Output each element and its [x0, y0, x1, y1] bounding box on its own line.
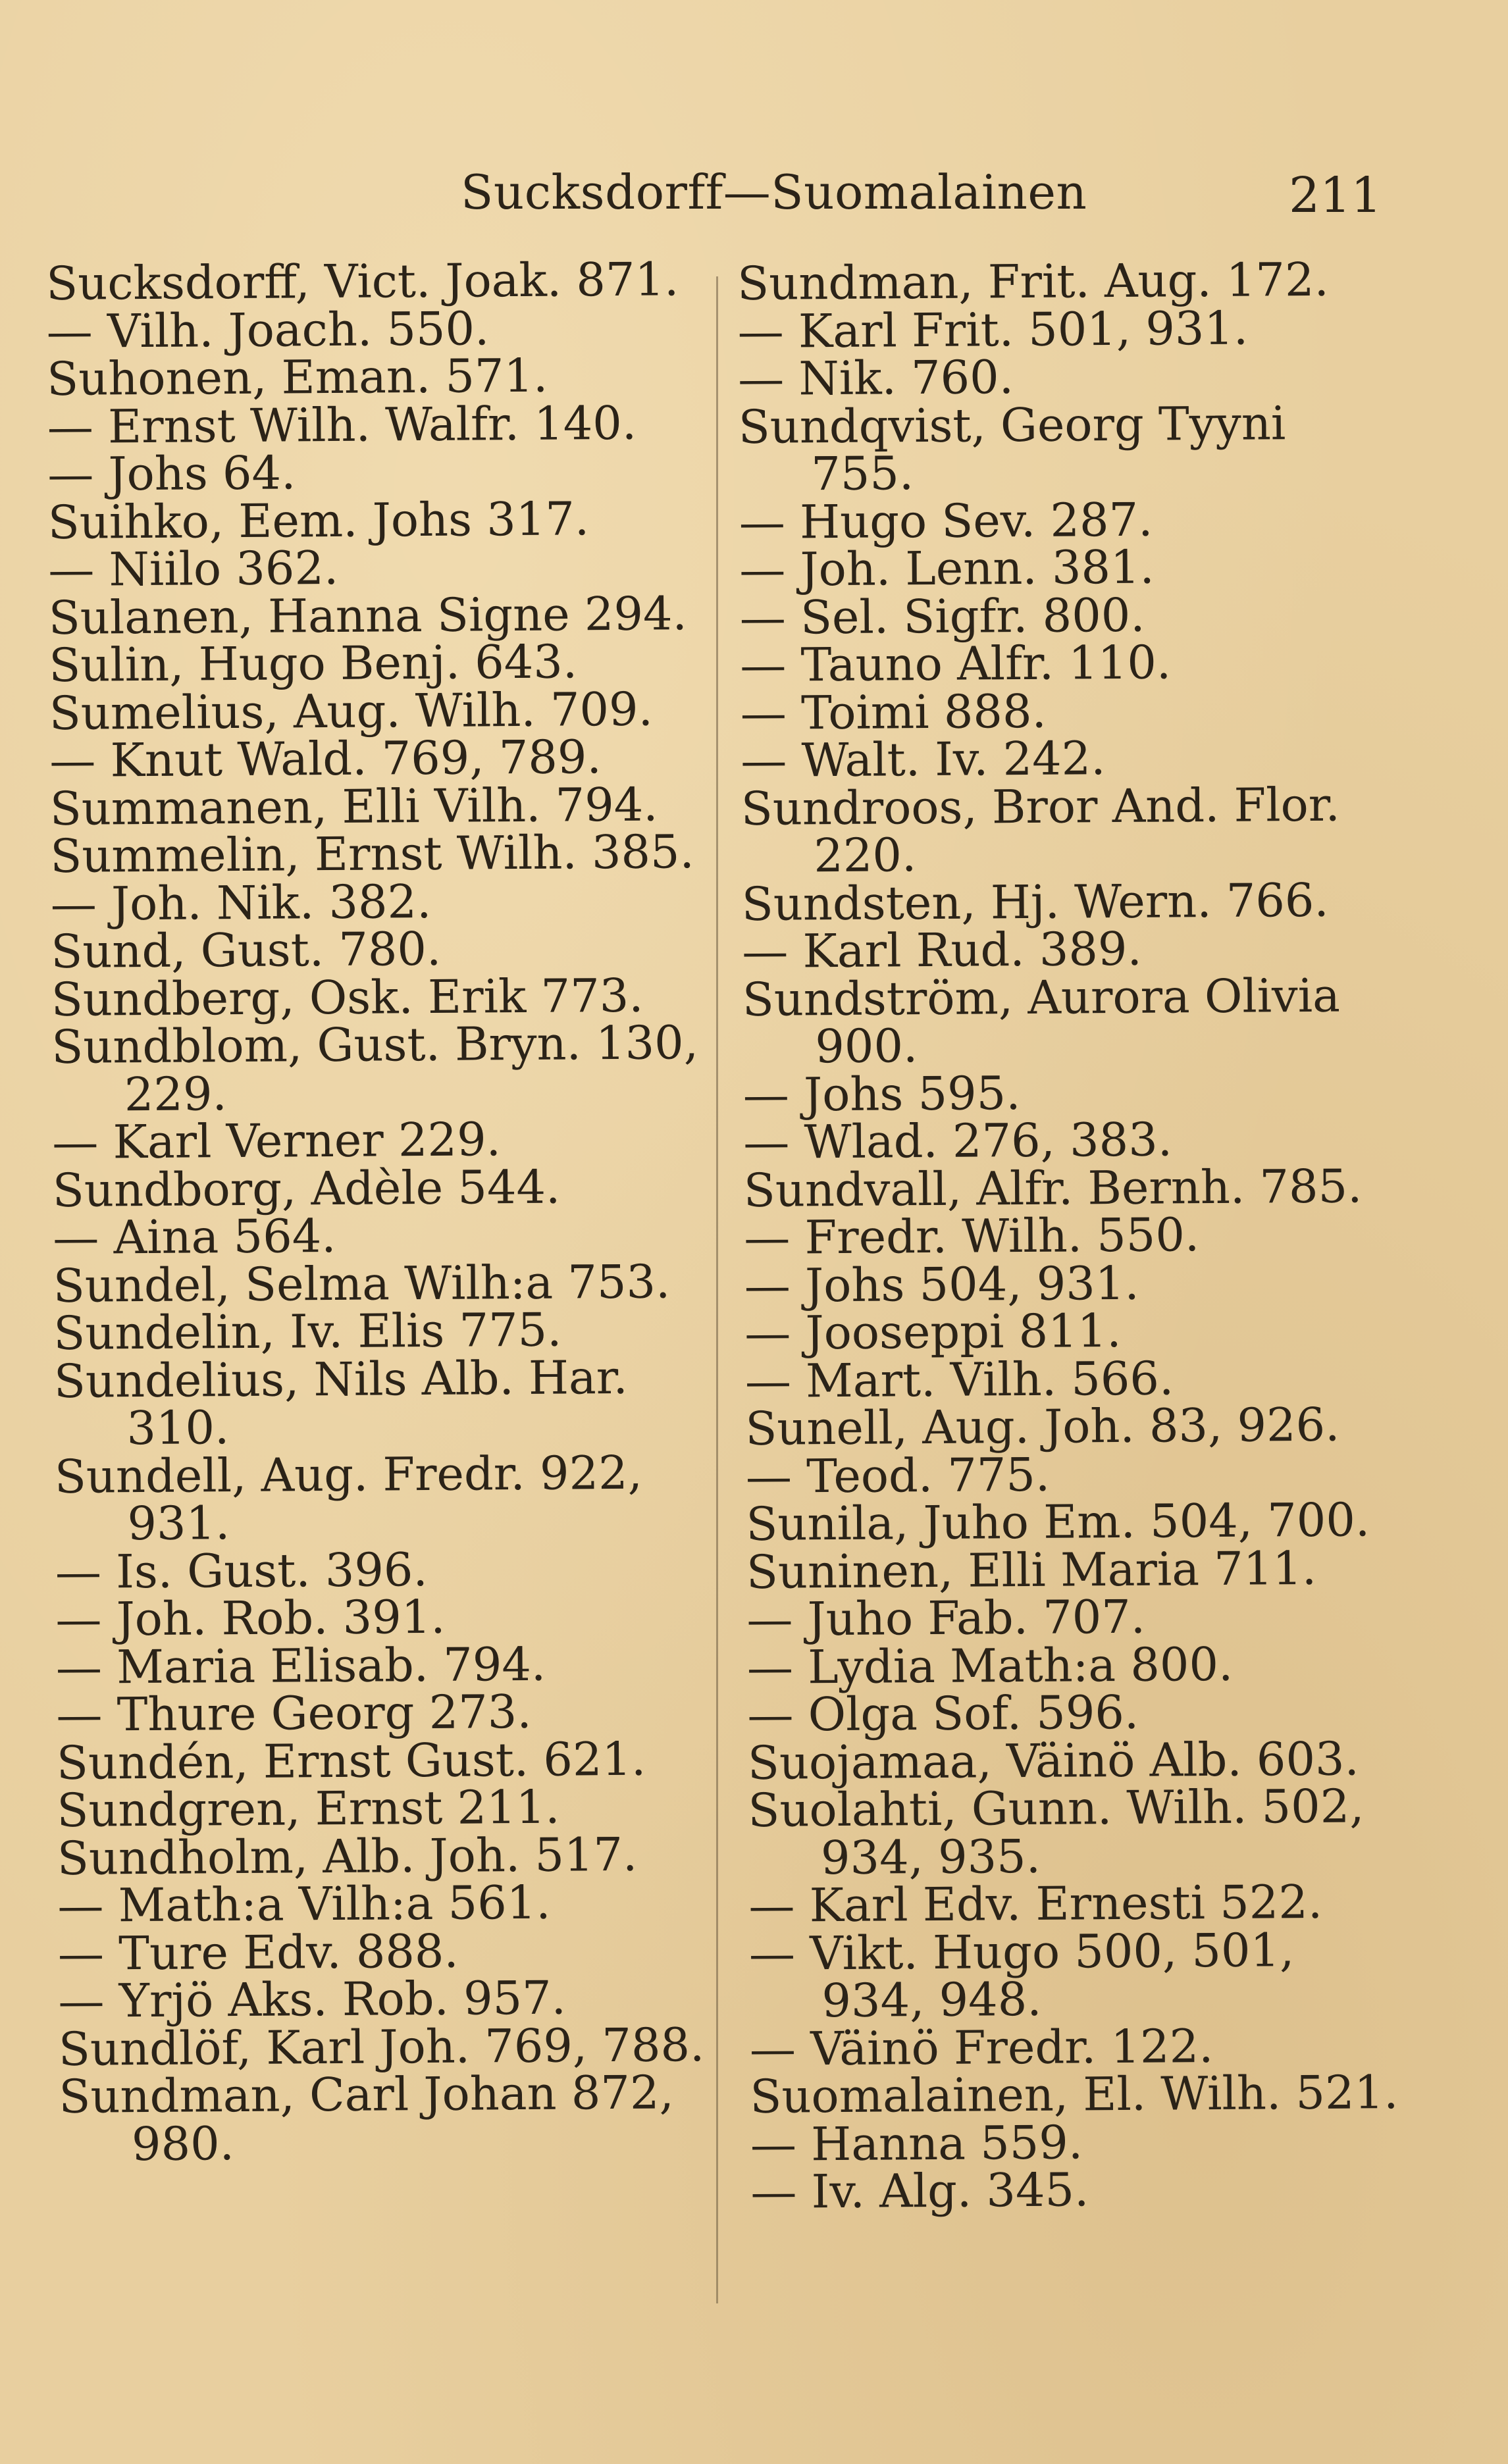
index-entry: Suojamaa, Väinö Alb. 603.	[747, 1731, 1360, 1790]
index-entry: Summanen, Elli Vilh. 794.	[49, 777, 658, 836]
page-number: 211	[1289, 167, 1382, 224]
index-entry: 755.	[810, 446, 914, 501]
index-entry: Sundholm, Alb. Joh. 517.	[57, 1827, 638, 1886]
page-header	[0, 165, 1508, 224]
index-entry: — Joh. Rob. 391.	[55, 1589, 446, 1647]
index-entry: — Jooseppi 811.	[744, 1303, 1122, 1360]
index-entry: Sundgren, Ernst 211.	[57, 1780, 560, 1837]
index-entry: 900.	[815, 1019, 918, 1074]
index-entry: Sundberg, Osk. Erik 773.	[51, 968, 644, 1027]
index-entry: 980.	[131, 2116, 235, 2171]
index-entry: — Lydia Math:a 800.	[746, 1637, 1234, 1695]
index-entry: — Thure Georg 273.	[56, 1684, 532, 1742]
index-entry: — Niilo 362.	[48, 540, 339, 597]
right-column	[737, 252, 1409, 2219]
index-entry: — Olga Sof. 596.	[747, 1685, 1139, 1742]
index-entry: Sund, Gust. 780.	[51, 921, 442, 979]
index-entry: — Ture Edv. 888.	[57, 1924, 459, 1981]
index-entry: — Hugo Sev. 287.	[739, 492, 1153, 550]
index-entry: Suomalainen, El. Wilh. 521.	[750, 2065, 1399, 2124]
index-entry: — Iv. Alg. 345.	[750, 2163, 1089, 2219]
left-column	[45, 252, 717, 2171]
index-entry: Sucksdorff, Vict. Joak. 871.	[45, 252, 679, 311]
index-entry: Sundström, Aurora Olivia	[742, 968, 1341, 1027]
index-entry: 229.	[124, 1066, 227, 1121]
index-entry: 220.	[814, 828, 917, 883]
index-entry: 310.	[126, 1400, 230, 1456]
index-entry: — Toimi 888.	[740, 684, 1047, 740]
index-entry: Sundell, Aug. Fredr. 922,	[54, 1445, 643, 1504]
index-entry: 934, 935.	[820, 1829, 1041, 1885]
index-entry: — Tauno Alfr. 110.	[740, 635, 1172, 692]
index-entry: — Aina 564.	[53, 1208, 336, 1265]
index-entry: — Hanna 559.	[750, 2115, 1083, 2172]
index-entry: — Yrjö Aks. Rob. 957.	[58, 1970, 567, 2028]
column-divider	[716, 276, 718, 2303]
index-entry: — Väinö Fredr. 122.	[749, 2018, 1214, 2076]
index-entry: Sundman, Frit. Aug. 172.	[737, 252, 1329, 311]
index-entry: — Nik. 760.	[737, 350, 1014, 406]
index-entry: — Vikt. Hugo 500, 501,	[748, 1922, 1295, 1981]
index-entry: Sunell, Aug. Joh. 83, 926.	[745, 1397, 1340, 1456]
index-entry: — Wlad. 276, 383.	[743, 1112, 1173, 1169]
index-entry: Sundman, Carl Johan 872,	[59, 2065, 674, 2124]
index-entry: — Is. Gust. 396.	[55, 1542, 428, 1599]
index-entry: — Knut Wald. 769, 789.	[49, 730, 602, 788]
running-title: Sucksdorff—Suomalainen	[461, 165, 1087, 220]
index-entry: — Karl Frit. 501, 931.	[737, 301, 1249, 359]
index-entry: — Karl Verner 229.	[52, 1112, 502, 1169]
index-entry: — Vilh. Joach. 550.	[46, 301, 490, 359]
index-entry: Sundelius, Nils Alb. Har.	[53, 1350, 629, 1408]
index-entry: Sundvall, Alfr. Bernh. 785.	[743, 1158, 1363, 1218]
index-entry: — Johs 64.	[47, 446, 296, 501]
index-entry: Summelin, Ernst Wilh. 385.	[50, 825, 695, 883]
index-entry: — Joh. Lenn. 381.	[739, 540, 1155, 597]
index-entry: Sundelin, Iv. Elis 775.	[53, 1302, 562, 1360]
index-entry: — Johs 595.	[742, 1065, 1021, 1122]
index-entry: Sundqvist, Georg Tyyni	[738, 396, 1286, 454]
index-entry: — Ernst Wilh. Walfr. 140.	[47, 396, 637, 454]
index-entry: — Sel. Sigfr. 800.	[739, 588, 1145, 645]
index-entry: — Maria Elisab. 794.	[55, 1637, 546, 1695]
index-entry: Suolahti, Gunn. Wilh. 502,	[748, 1779, 1365, 1837]
index-entry: Sundborg, Adèle 544.	[52, 1160, 561, 1218]
index-entry: Sumelius, Aug. Wilh. 709.	[49, 682, 654, 740]
index-entry: Suhonen, Eman. 571.	[46, 348, 548, 406]
index-entry: Suihko, Eem. Johs 317.	[47, 491, 590, 550]
index-entry: Sunila, Juho Em. 504, 700.	[746, 1493, 1370, 1551]
index-entry: — Karl Rud. 389.	[742, 921, 1142, 979]
index-entry: — Fredr. Wilh. 550.	[744, 1208, 1200, 1265]
index-entry: 934, 948.	[821, 1972, 1042, 2028]
index-entry: — Teod. 775.	[745, 1447, 1051, 1504]
index-entry: — Johs 504, 931.	[744, 1256, 1139, 1313]
index-entry: Sulanen, Hanna Signe 294.	[48, 586, 688, 645]
index-entry: Sundén, Ernst Gust. 621.	[56, 1732, 646, 1790]
index-entry: — Walt. Iv. 242.	[741, 731, 1106, 788]
index-entry: 931.	[127, 1496, 230, 1551]
index-entry: — Joh. Nik. 382.	[50, 874, 432, 931]
index-entry: Sundblom, Gust. Bryn. 130,	[51, 1015, 699, 1074]
index-entry: Sundel, Selma Wilh:a 753.	[53, 1254, 671, 1313]
index-entry: — Karl Edv. Ernesti 522.	[748, 1874, 1323, 1933]
index-entry: — Math:a Vilh:a 561.	[57, 1875, 551, 1933]
index-entry: — Juho Fab. 707.	[746, 1589, 1146, 1647]
index-entry: Suninen, Elli Maria 711.	[746, 1541, 1317, 1599]
index-entry: Sulin, Hugo Benj. 643.	[49, 634, 578, 692]
index-entry: Sundroos, Bror And. Flor.	[741, 777, 1341, 836]
index-entry: Sundlöf, Karl Joh. 769, 788.	[58, 2017, 705, 2076]
index-entry: — Mart. Vilh. 566.	[744, 1350, 1174, 1408]
index-entry: Sundsten, Hj. Wern. 766.	[741, 873, 1329, 931]
